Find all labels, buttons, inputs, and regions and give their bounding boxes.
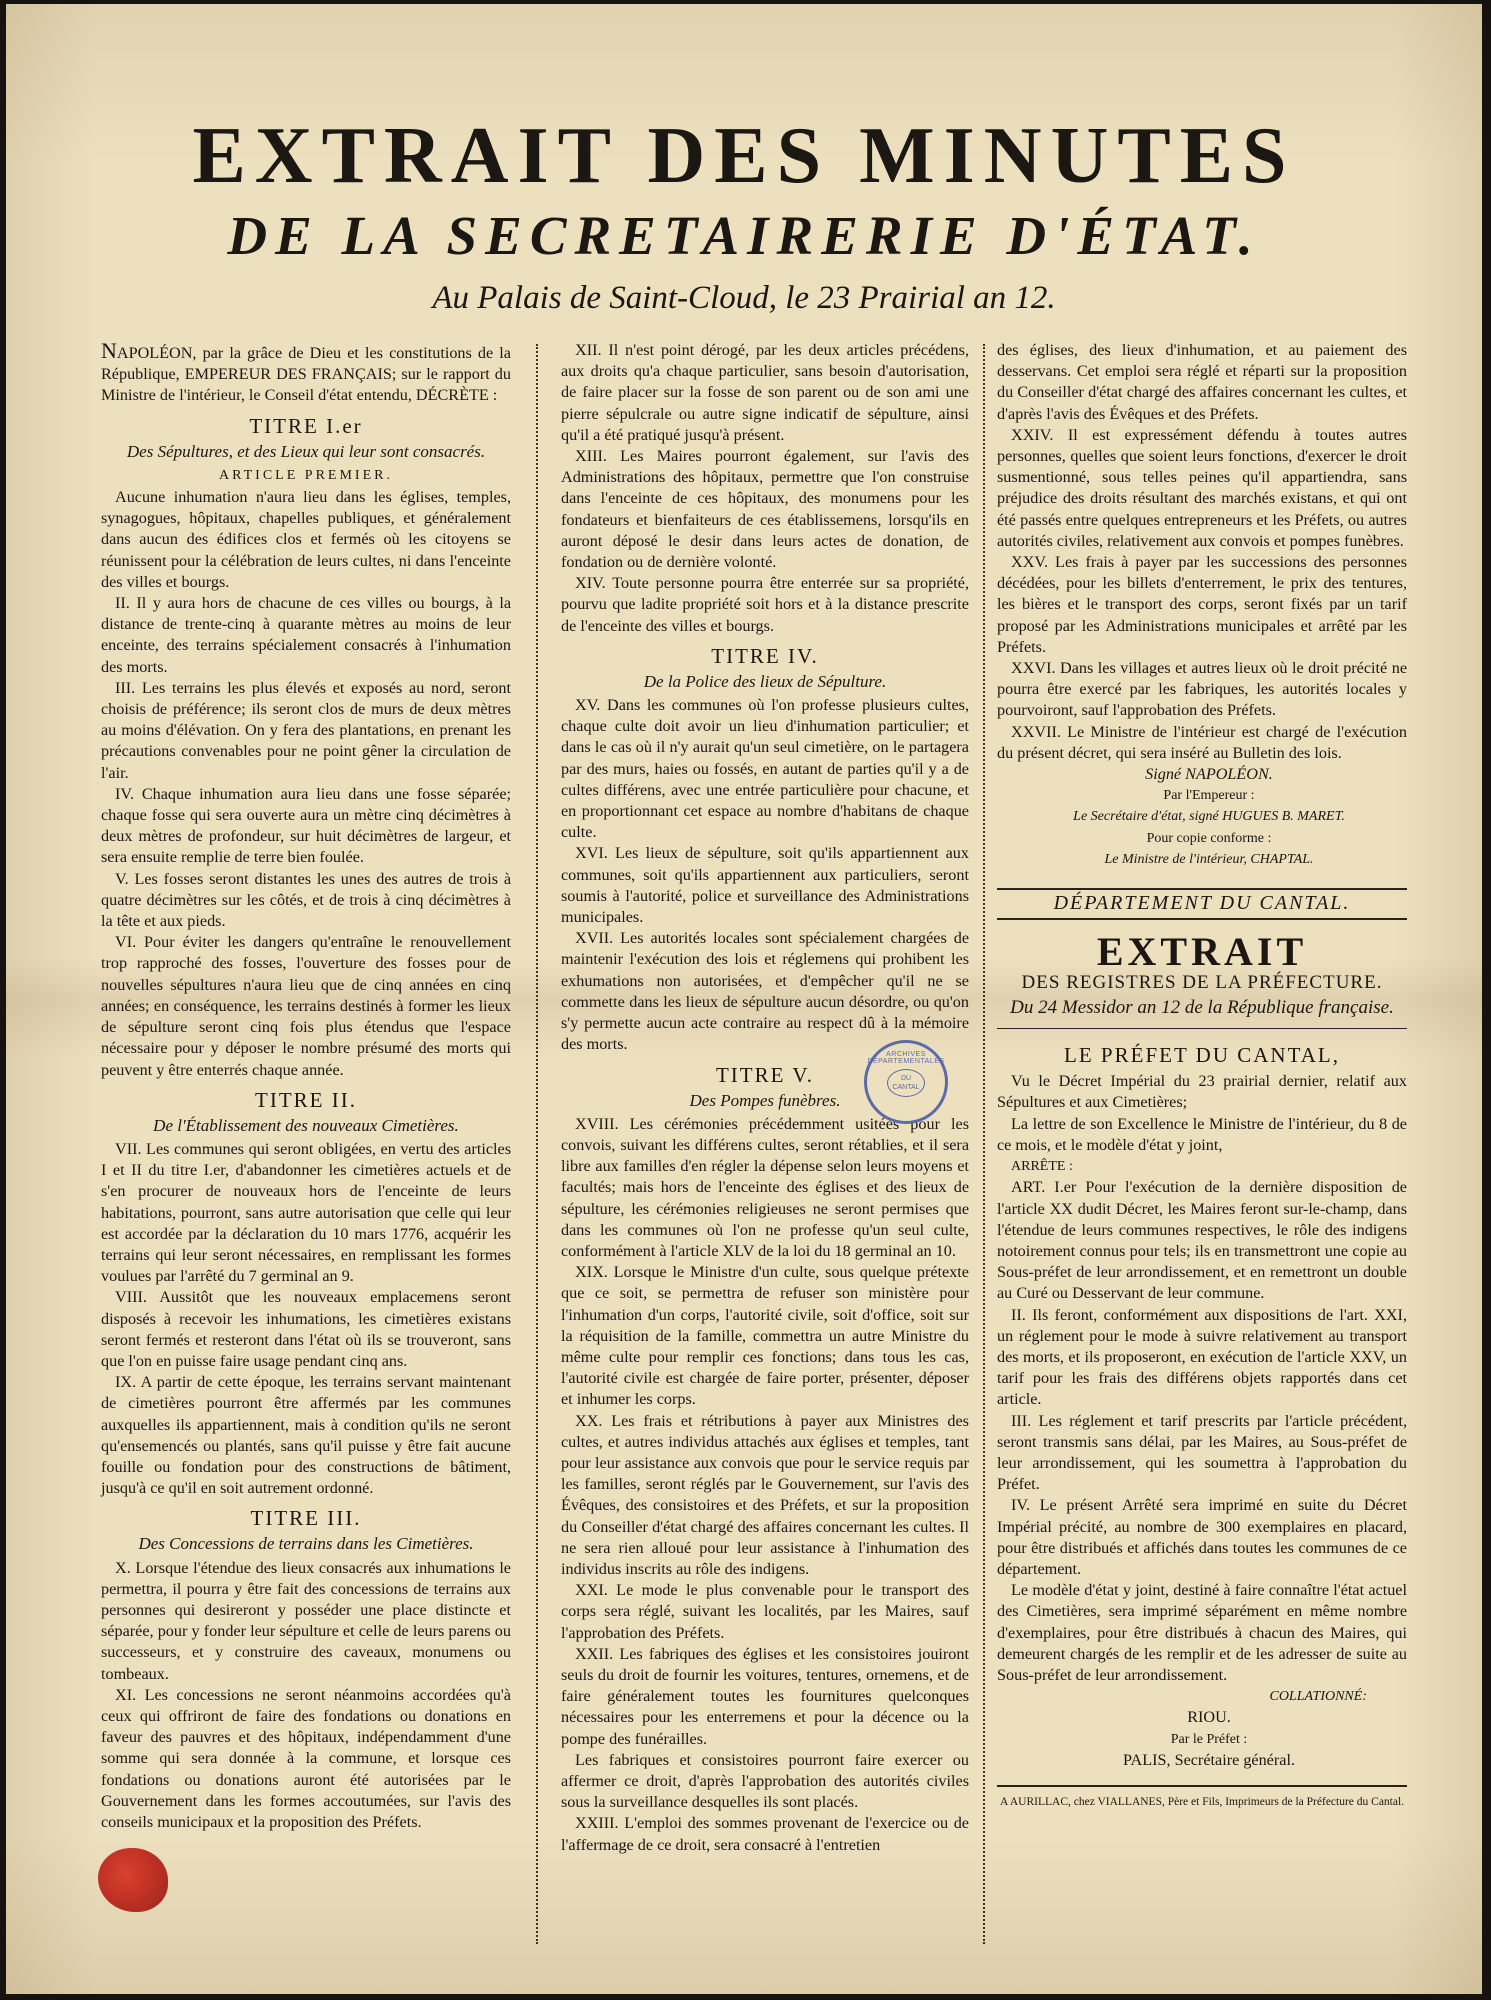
signature-napoleon: Signé NAPOLÉON. [1145, 765, 1273, 784]
article-paragraph: VIII. Aussitôt que les nouveaux emplacemens seront disposés à recevoir les inhumations, les cimetières existans seront fermés et resteront dans l'état où ils se trouveront, sans que l'on en puisse faire usage pendant cinq ans. [101, 1288, 511, 1370]
minister-signature: Le Ministre de l'intérieur, CHAPTAL. [1104, 851, 1314, 867]
document-subtitle: DE LA SECRETAIRERIE D'ÉTAT. [227, 205, 1261, 266]
collationne-label: COLLATIONNÉ: [1269, 1689, 1367, 1705]
by-prefect-label: Par le Préfet : [1170, 1731, 1248, 1747]
extrait-heading: EXTRAIT [1096, 929, 1308, 975]
printer-imprint: A AURILLAC, chez VIALLANES, Père et Fils, Imprimeurs de la Préfecture du Cantal. [997, 1785, 1407, 1813]
arrete-paragraph: III. Les réglement et tarif prescrits par l'article précédent, seront transmis sans délai, par les Maires, au Sous-préfet de leur arrondissement, qui les soumettra à l'approbation du Préfet. [997, 1411, 1407, 1494]
document-sheet [6, 4, 1482, 1994]
article-paragraph: XVIII. Les cérémonies précédemment usitées pour les convois, suivant les différens cultes, seront rétablies, et il sera libre aux familles d'en régler la dépense selon leurs moyens et facultés; mais hors de l'enceinte des églises et des lieux de sépulture, les cérémonies religieuses ne seront permises que dans les communes où l'on ne professe qu'un seul culte, conformément à l'article XLV de la loi du 18 germinal an 10. [561, 1114, 969, 1260]
titre-subheading: De la Police des lieux de Sépulture. [643, 671, 887, 691]
column-divider [983, 344, 985, 1944]
article-paragraph: XIII. Les Maires pourront également, sur l'avis des Administrations des hôpitaux, permettre que l'on construise dans l'enceinte de ces hôpitaux, des monumens pour les fondateurs et bienfaiteurs de ces établissemens, lorsqu'ils en auront déposé le desir dans leurs actes de donation, de fondation ou de dernière volonté. [561, 447, 969, 572]
decree-intro [101, 340, 511, 407]
arrete-paragraph: IV. Le présent Arrêté sera imprimé en suite du Décret Impérial précité, au nombre de 300 exemplaires en placard, pour être distribués et affichés dans toutes les communes de ce département. [997, 1496, 1407, 1578]
article-paragraph: III. Les terrains les plus élevés et exposés au nord, seront choisis de préférence; ils seront clos de murs de deux mètres au moins d'élévation. On y fera des plantations, en prenant les précautions convenables pour ne point gêner la circulation de l'air. [101, 678, 511, 782]
place-and-date: Au Palais de Saint-Cloud, le 23 Prairial an 12. [432, 280, 1056, 316]
document-title: EXTRAIT DES MINUTES [192, 112, 1296, 200]
arrete-label: ARRÊTE : [1011, 1159, 1073, 1175]
article-paragraph: des églises, des lieux d'inhumation, et au paiement des desservans. Cet emploi sera réglé et réparti sur la proposition du Conseiller d'état chargé des affaires concernant les cultes, et d'après l'avis des Évêques et des Préfets. [997, 341, 1407, 423]
article-paragraph: VII. Les communes qui seront obligées, en vertu des articles I et II du titre I.er, d'abandonner les cimetières actuels et de s'en procurer de nouveaux hors de l'enceinte de leurs habitations, pourront, sans autre autorisation que celle qui leur est accordée par la déclaration du 10 mars 1776, acquérir les terrains qui leur seront nécessaires, en remplissant les formes voulues par l'arrêté du 7 germinal an 9. [101, 1139, 511, 1286]
arrete-paragraph: ART. I.er Pour l'exécution de la dernière disposition de l'article XX dudit Décret, les Maires feront sur-le-champ, dans l'étendue de leurs communes respectives, le rôle des indigens notoirement connus pour tels; ils en transmettront une copie au Sous-préfet de leur arrondissement, et en remettront un double au Curé ou Desservant de leur commune. [997, 1178, 1407, 1303]
vu-paragraph: La lettre de son Excellence le Ministre de l'intérieur, du 8 de ce mois, et le modèle d'état y joint, [997, 1114, 1407, 1154]
text-column-3 [997, 340, 1407, 1813]
registres-heading: DES REGISTRES DE LA PRÉFECTURE. [1021, 972, 1383, 994]
article-paragraph: XXV. Les frais à payer par les successions des personnes décédées, pour les billets d'enterrement, le prix des tentures, les bières et le transport des corps, seront fixés par un tarif proposé par les Administrations municipales et arrêté par les Préfets. [997, 553, 1407, 656]
article-paragraph: XI. Les concessions ne seront néanmoins accordées qu'à ceux qui offriront de faire des fondations ou donations en faveur des pauvres et des hôpitaux, indépendamment d'une somme qui sera donnée à la commune, et lorsque ces fondations ou donations auront été autorisées par le Gouvernement dans les formes accoutumées, sur l'avis des conseils municipaux et la proposition des Préfets. [101, 1685, 511, 1831]
article-paragraph: XV. Dans les communes où l'on professe plusieurs cultes, chaque culte doit avoir un lieu d'inhumation particulier; et dans le cas où il n'y aurait qu'un seul cimetière, on le partagera par des murs, haies ou fossés, en autant de parties qu'il y a de cultes différens, avec une entrée particulière pour chacune, et en proportionnant cet espace au nombre d'habitans de chaque culte. [561, 696, 969, 842]
stamp-inner-text: DU CANTAL [887, 1069, 925, 1097]
copy-conform-label: Pour copie conforme : [1146, 830, 1272, 846]
arrete-paragraph: II. Ils feront, conformément aux dispositions de l'art. XXI, un réglement pour le mode à suivre relativement au transport des morts, et ils proposeront, en exécution de l'article XXV, un tarif pour les frais des différens objets rapportés dans cet article. [997, 1305, 1407, 1409]
article-paragraph: II. Il y aura hors de chacune de ces villes ou bourgs, à la distance de trente-cinq à quarante mètres au moins de leur enceinte, des terrains spécialement consacrés à l'inhumation des morts. [101, 594, 511, 676]
article-paragraph: XX. Les frais et rétributions à payer aux Ministres des cultes, et autres individus attachés aux églises et temples, tant pour leur assistance aux convois que pour le service requis par les familles, seront réglés par le Gouvernement, sur l'avis des Évêques, des consistoires et des Préfets, et sur la proposition du Conseiller d'état chargé des affaires concernant les cultes. Il ne sera rien alloué pour leur assistance à l'inhumation des individus inscrits au rôle des indigens. [561, 1411, 969, 1578]
titre-subheading: De l'Établissement des nouveaux Cimetières. [153, 1115, 459, 1135]
article-paragraph: Les fabriques et consistoires pourront faire exercer ou affermer ce droit, d'après l'approbation des autorités civiles sous la surveillance desquelles ils sont placés. [561, 1750, 969, 1812]
titre-heading: TITRE II. [255, 1087, 357, 1112]
text-column-1 [101, 340, 511, 1833]
secretary-signature: Le Secrétaire d'état, signé HUGUES B. MARET. [1073, 809, 1345, 825]
article-paragraph: X. Lorsque l'étendue des lieux consacrés aux inhumations le permettra, il pourra y être fait des concessions de terrains aux personnes qui desireront y posséder une place distincte et séparée, pour y fonder leur sépulture et celle de leurs parens ou successeurs, et y construire des caveaux, monumens ou tombeaux. [101, 1558, 511, 1683]
titre-heading: TITRE IV. [711, 643, 819, 668]
article-paragraph: VI. Pour éviter les dangers qu'entraîne le renouvellement trop rapproché des fosses, l'ouverture des fosses pour de nouvelles sépultures n'aura lieu que de cinq années en cinq années; en conséquence, les terrains destinés à former les lieux de sépulture seront cinq fois plus étendus que l'espace nécessaire pour y déposer le nombre présumé des morts qui peuvent y être enterrés chaque année. [101, 933, 511, 1079]
department-banner: DÉPARTEMENT DU CANTAL. [997, 888, 1407, 920]
article-paragraph: Aucune inhumation n'aura lieu dans les églises, temples, synagogues, hôpitaux, chapelles publiques, et généralement dans aucun des édifices clos et fermés où les citoyens se réunissent pour la célébration de leurs cultes, ni dans l'enceinte des villes et bourgs. [101, 488, 511, 591]
titre-heading: TITRE V. [715, 1062, 815, 1087]
titre-heading: TITRE I.er [249, 413, 363, 438]
article-paragraph: XXIV. Il est expressément défendu à toutes autres personnes, quelles que soient leurs fonctions, d'exercer le droit susmentionné, sous telles peines qu'il appartiendra, sans préjudice des droits résultant des marchés existans, et qui ont été passés entre quelques entrepreneurs et les Préfets, ou autres autorités civiles, relativement aux convois et pompes funèbres. [997, 425, 1407, 550]
article-paragraph: XVI. Les lieux de sépulture, soit qu'ils appartiennent aux communes, soit qu'ils appartiennent aux particuliers, seront soumis à l'autorité, police et surveillance des Administrations municipales. [561, 844, 969, 927]
stamp-ring-text: ARCHIVES DÉPARTEMENTALES [867, 1051, 945, 1065]
article-paragraph: XXVI. Dans les villages et autres lieux où le droit précité ne pourra être exercé par les fabriques, les autorités locales y pourvoiront, sauf l'approbation des Préfets. [997, 659, 1407, 720]
prefecture-date: Du 24 Messidor an 12 de la République française. [997, 994, 1407, 1029]
titre-subheading: Des Concessions de terrains dans les Cimetières. [138, 1534, 474, 1554]
titre-subheading: Des Sépultures, et des Lieux qui leur sont consacrés. [126, 441, 486, 461]
riou-signature: RIOU. [1187, 1708, 1231, 1727]
prefet-heading: LE PRÉFET DU CANTAL, [1064, 1043, 1340, 1068]
article-paragraph: XIV. Toute personne pourra être enterrée sur sa propriété, pourvu que ladite propriété soit hors et à la distance prescrite de l'enceinte des villes et bourgs. [561, 574, 969, 635]
article-paragraph: XXI. Le mode le plus convenable pour le transport des corps sera réglé, suivant les localités, par les Maires, sauf l'approbation des Préfets. [561, 1581, 969, 1642]
article-paragraph: XXVII. Le Ministre de l'intérieur est chargé de l'exécution du présent décret, qui sera inséré au Bulletin des lois. [997, 722, 1407, 762]
vu-paragraph: Vu le Décret Impérial du 23 prairial dernier, relatif aux Sépultures et aux Cimetières; [997, 1072, 1407, 1112]
article-paragraph: XVII. Les autorités locales sont spécialement chargées de maintenir l'exécution des lois et réglemens qui prohibent les exhumations non autorisées, et d'empêcher qu'il ne se commette dans les lieux de sépulture aucun désordre, ou qu'on s'y permette aucun acte contraire au respect dû à la mémoire des morts. [561, 929, 969, 1054]
article-paragraph: XII. Il n'est point dérogé, par les deux articles précédens, aux droits qu'a chaque particulier, sans besoin d'autorisation, de faire placer sur la fosse de son parent ou de son ami une pierre sépulcrale ou autre signe indicatif de sépulture, ainsi qu'il a été pratiqué jusqu'à présent. [561, 341, 969, 444]
drop-cap: N [101, 338, 117, 363]
decree-intro-text: APOLÉON, par la grâce de Dieu et les constitutions de la République, EMPEREUR DES FRANÇAIS; sur le rapport du Ministre de l'intérieur, le Conseil d'état entendu, DÉCRÈTE : [101, 344, 511, 405]
article-heading: ARTICLE PREMIER. [219, 467, 393, 483]
arrete-paragraph: Le modèle d'état y joint, destiné à faire connaître l'état actuel des Cimetières, sera imprimé séparément en même nombre d'exemplaires, pour être distribués à chacun des Maires, qui demeurent chargés de les remplir et de les adresser de suite au Sous-préfet de leur arrondissement. [997, 1581, 1407, 1684]
red-wax-seal [98, 1848, 168, 1912]
by-emperor-label: Par l'Empereur : [1163, 788, 1255, 804]
archives-stamp [864, 1040, 948, 1124]
article-paragraph: IV. Chaque inhumation aura lieu dans une fosse séparée; chaque fosse qui sera ouverte aura un mètre cinq décimètres à deux mètres de profondeur, sur huit décimètres de largeur, et sera ensuite remplie de terre bien foulée. [101, 784, 511, 867]
column-divider [536, 344, 538, 1944]
article-paragraph: XIX. Lorsque le Ministre d'un culte, sous quelque prétexte que ce soit, se permettra de refuser son ministère pour l'inhumation d'un corps, l'autorité civile, soit d'office, soit sur la réquisition de la famille, commettra un autre Ministre du même culte pour remplir ces fonctions; dans tous les cas, l'autorité civile est chargée de faire porter, présenter, déposer et inhumer les corps. [561, 1263, 969, 1409]
palis-signature: PALIS, Secrétaire général. [1122, 1750, 1295, 1769]
article-paragraph: XXII. Les fabriques des églises et les consistoires jouiront seuls du droit de fournir les voitures, tentures, ornemens, et de faire généralement toutes les fournitures quelconques nécessaires pour les enterremens et pour la décence ou la pompe des funérailles. [561, 1644, 969, 1748]
titre-subheading: Des Pompes funèbres. [689, 1090, 841, 1110]
article-paragraph: V. Les fosses seront distantes les unes des autres de trois à quatre décimètres sur les côtés, et de trois à cinq décimètres à la tête et aux pieds. [101, 869, 511, 931]
titre-heading: TITRE III. [250, 1506, 362, 1531]
article-paragraph: XXIII. L'emploi des sommes provenant de l'exercice ou de l'affermage de ce droit, sera consacré à l'entretien [561, 1814, 969, 1854]
article-paragraph: IX. A partir de cette époque, les terrains servant maintenant de cimetières pourront être affermés par les communes auxquelles ils appartiennent, mais à condition qu'ils ne seront qu'ensemencés ou plantés, sans qu'il puisse y être fait aucune fouille ou fondation pour des constructions de bâtiment, jusqu'à ce qu'il en soit autrement ordonné. [101, 1373, 511, 1498]
